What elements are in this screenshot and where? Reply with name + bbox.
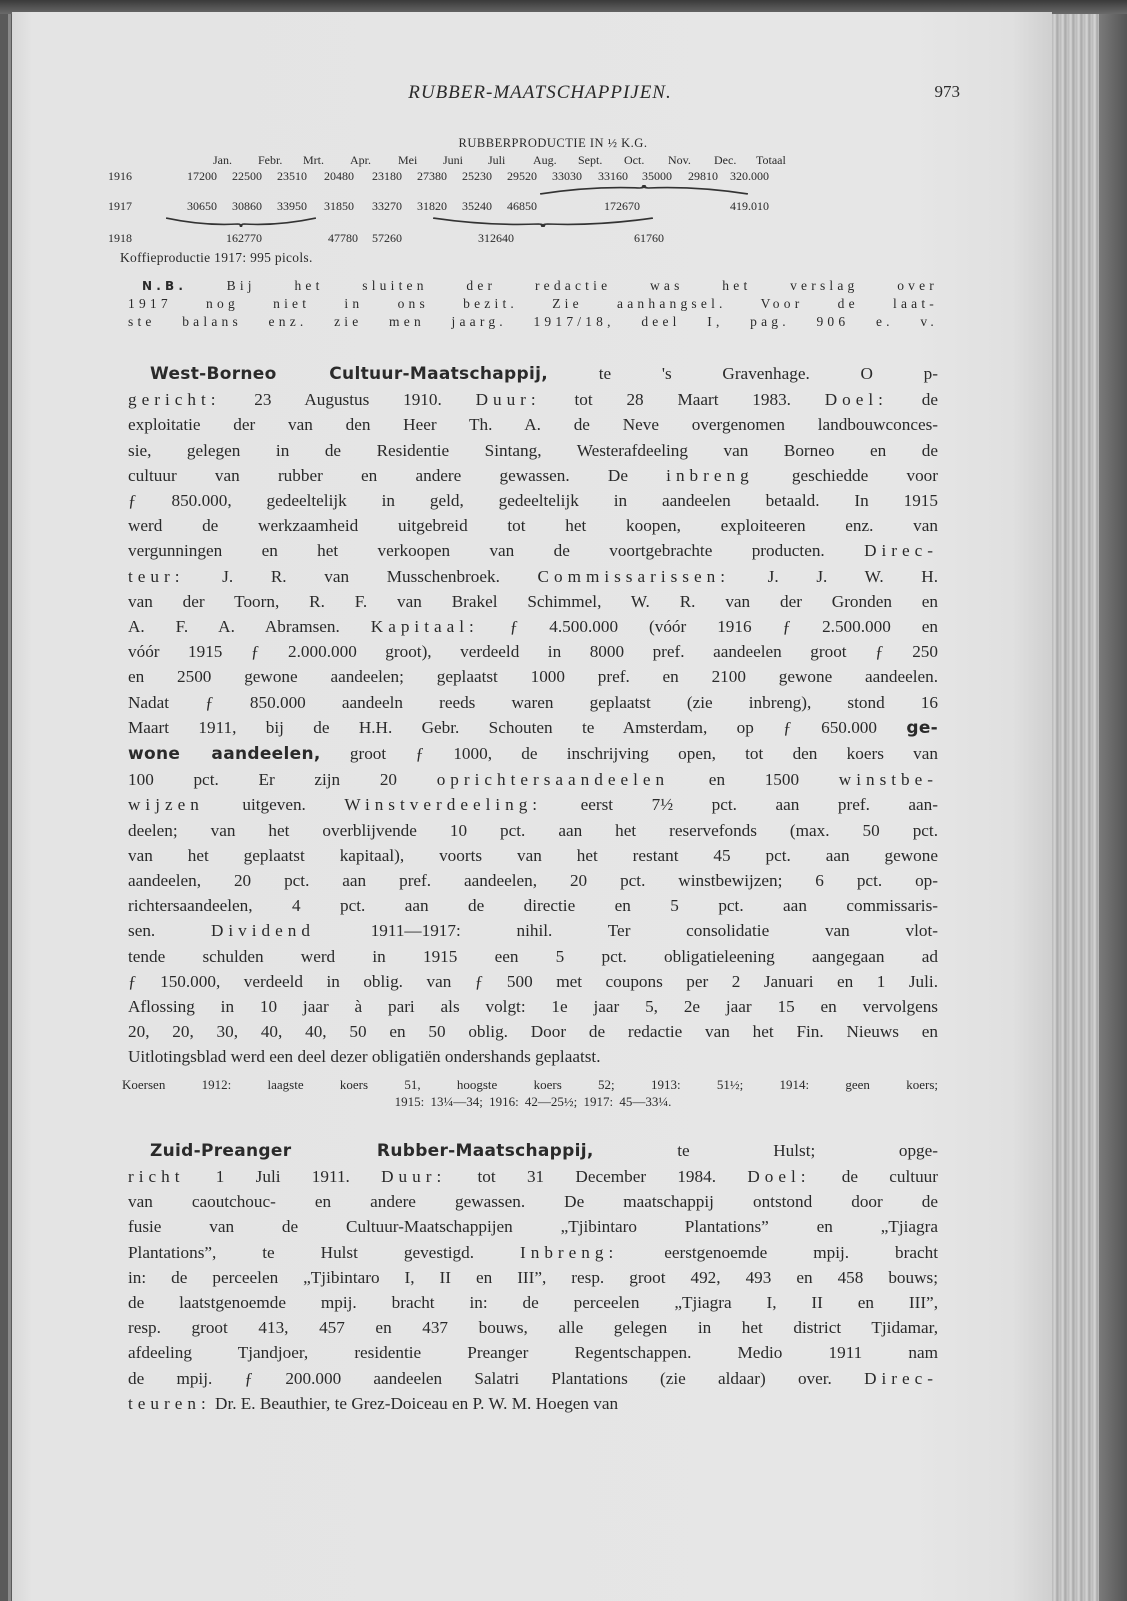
text-line: aandeelen, 20 pct. aan pref. aandeelen, 20 pct. winstbewijzen; 6 pct. op- [128,871,938,891]
cell-value: 35000 [642,169,672,183]
spaced-keyword: gericht: [128,390,221,410]
nb-note-line: N.B. Bij het sluiten der redactie was het verslag over [142,278,939,293]
row-total: 419.010 [730,199,769,213]
cell-value: 320.000 [730,169,769,183]
spaced-keyword: wijzen [128,795,204,815]
text-run: eerst 7½ pct. aan pref. aan- [542,795,938,815]
text-run: Dr. E. Beauthier, te Grez-Doiceau en P. W. M. Hoegen van [210,1393,619,1413]
cell-value: 33160 [598,169,628,183]
text-run: vergunningen en het verkoopen van de voortgebrachte producten. [128,541,865,561]
text-run: ƒ 4.500.000 (vóór 1916 ƒ 2.500.000 en [478,617,939,637]
text-line [128,918,938,943]
nb-label: N.B. [142,279,227,293]
column-header: Dec. [714,153,737,167]
nb-note-line: ste balans enz. zie men jaarg. 1917/18, deel I, pag. 906 e. v. [128,314,938,329]
bracket-total: 172670 [604,199,640,213]
spaced-keyword: Kapitaal: [370,617,479,637]
text-run: uitgeven. [203,795,345,815]
cell-value: 25230 [462,169,492,183]
cell-value: 33950 [277,199,307,213]
column-header: Totaal [756,153,786,167]
spaced-keyword: teuren: [128,1393,211,1413]
company-entry [122,361,939,1110]
company-entry [128,1138,938,1416]
text-run: de cultuur [810,1166,938,1186]
text-line [128,792,938,817]
cell-value: 33270 [372,199,402,213]
text-run: 1 Juli 1911. [184,1166,382,1186]
text-line [128,538,938,563]
text-run: A. F. A. Abramsen. [128,617,371,637]
bold-phrase: ge- [906,717,938,738]
brace-over-icon [540,185,748,195]
column-header: Sept. [578,153,603,167]
text-line: in: de perceelen „Tjibintaro I, II en III”, resp. groot 492, 493 en 458 bouws; [128,1267,938,1287]
spaced-keyword: teur: [128,566,185,586]
text-run: eerstgenoemde mpij. bracht [618,1242,938,1262]
text-run: 1911—1917: nihil. Ter consolidatie van vlot- [314,921,938,941]
running-title: RUBBER-MAATSCHAPPIJEN. [408,82,672,103]
text-line: Nadat ƒ 850.000 aandeeln reeds waren geplaatst (zie inbreng), stond 16 [128,692,938,712]
coffee-production-note: Koffieproductie 1917: 995 picols. [120,250,313,265]
spaced-keyword: inbreng [666,465,754,485]
text-run: tot 28 Maart 1983. [540,390,825,410]
text-line [128,1366,938,1391]
spaced-keyword: Inbreng: [520,1242,619,1262]
text-run: en 1500 [669,770,839,790]
bracket-total: 61760 [634,231,664,245]
text-line [128,715,938,741]
cell-value: 30860 [232,199,262,213]
text-line: 20, 20, 30, 40, 40, 50 en 50 oblig. Door de redactie van het Fin. Nieuws en [128,1022,938,1042]
spaced-keyword: Doel: [824,390,888,410]
price-history-line: Koersen 1912: laagste koers 51, hoogste koers 52; 1913: 51½; 1914: geen koers; [122,1076,938,1092]
cell-value: 57260 [372,231,402,245]
text-run: 100 pct. Er zijn 20 [128,770,437,790]
text-line: deelen; van het overblijvende 10 pct. aan het reservefonds (max. 50 pct. [128,820,938,840]
text-line [128,1138,938,1164]
text-line: vóór 1915 ƒ 2.000.000 groot), verdeeld in 8000 pref. aandeelen groot ƒ 250 [128,642,938,662]
text-line [128,767,938,792]
spaced-keyword: Direc- [864,1368,938,1388]
cell-value: 31820 [417,199,447,213]
column-header: Jan. [213,153,232,167]
text-run: te Hulst; opge- [593,1140,938,1160]
text-line [128,361,938,387]
spaced-keyword: Dividend [210,921,315,941]
column-header: Febr. [258,153,283,167]
text-run: J. R. van Musschenbroek. [184,566,538,586]
text-line: ƒ 850.000, gedeeltelijk in geld, gedeeltelijk in aandeelen betaald. In 1915 [128,491,938,511]
column-header: Oct. [624,153,645,167]
cell-value: 29810 [688,169,718,183]
cell-value: 17200 [187,169,217,183]
text-line: ƒ 150.000, verdeeld in oblig. van ƒ 500 met coupons per 2 Januari en 1 Juli. [128,971,938,991]
text-line: resp. groot 413, 457 en 437 bouws, alle gelegen in het district Tjidamar, [128,1318,938,1338]
page-header [120,82,960,106]
nb-note [128,277,938,331]
text-run: sen. [128,921,211,941]
text-line: fusie van de Cultuur-Maatschappijen „Tjibintaro Plantations” en „Tjiagra [128,1217,938,1237]
cell-value: 23510 [277,169,307,183]
text-run: Plantations”, te Hulst gevestigd. [128,1242,521,1262]
text-line: van der Toorn, R. F. van Brakel Schimmel, W. R. van der Gronden en [128,591,938,611]
company-name: Zuid-Preanger Rubber-Maatschappij, [150,1140,594,1161]
bracket-total: 312640 [478,231,514,245]
text-line: de laatstgenoemde mpij. bracht in: de perceelen „Tjiagra I, II en III”, [128,1292,938,1312]
text-line [128,564,938,589]
text-line: werd de werkzaamheid uitgebreid tot het koopen, exploiteeren enz. van [128,516,938,536]
text-line: van het geplaatst kapitaal), voorts van het restant 45 pct. aan gewone [128,845,938,865]
text-line: exploitatie der van den Heer Th. A. de Neve overgenomen landbouwconces- [128,415,938,435]
text-line [128,1240,938,1265]
text-line: richtersaandeelen, 4 pct. aan de directie en 5 pct. aan commissaris- [128,896,938,916]
column-header: Mrt. [303,153,324,167]
text-run: Maart 1911, bij de H.H. Gebr. Schouten te Amsterdam, op ƒ 650.000 [128,717,907,737]
book-page-edges [1052,14,1127,1601]
column-header: Apr. [350,153,371,167]
column-header: Juni [443,153,464,167]
text-line: sie, gelegen in de Residentie Sintang, Westerafdeeling van Borneo en de [128,440,938,460]
company-entries [122,361,939,1416]
book-left-edge [8,14,11,1601]
cell-value: 33030 [552,169,582,183]
cell-value: 47780 [328,231,358,245]
text-line: tende schulden werd in 1915 een 5 pct. obligatieleening aangegaan ad [128,946,938,966]
cell-value: 35240 [462,199,492,213]
spaced-keyword: Commissarissen: [537,566,730,586]
page-content [108,135,939,1416]
text-run: J. J. W. H. [730,566,938,586]
price-history [122,1076,938,1110]
text-run: groot ƒ 1000, de inschrijving open, tot den koers van [320,744,938,764]
column-header: Juli [488,153,506,167]
spaced-keyword: Duur: [381,1166,447,1186]
spaced-keyword: Duur: [475,390,541,410]
spaced-keyword: Direc- [864,541,938,561]
column-header: Mei [398,153,418,167]
text-line: afdeeling Tjandjoer, residentie Preanger Regentschappen. Medio 1911 nam [128,1343,938,1363]
text-run: 23 Augustus 1910. [220,390,476,410]
brace-under-icon [433,217,653,227]
text-line: Uitlotingsblad werd een deel dezer obligatiën ondershands geplaatst. [128,1047,601,1067]
table-title: RUBBERPRODUCTIE IN ½ K.G. [458,136,648,150]
production-table [108,151,938,277]
text-line [128,741,938,767]
spaced-keyword: Doel: [747,1166,811,1186]
text-line: Aflossing in 10 jaar à pari als volgt: 1e jaar 5, 2e jaar 15 en vervolgens [128,997,938,1017]
bold-phrase: wone aandeelen, [128,744,321,765]
column-header: Aug. [533,153,557,167]
nb-note-line: 1917 nog niet in ons bezit. Zie aanhangsel. Voor de laat- [128,296,938,311]
text-line: van caoutchouc- en andere gewassen. De maatschappij ontstond door de [128,1192,938,1212]
text-run: geschiedde voor [753,465,939,485]
row-year: 1918 [108,231,132,245]
text-line [128,463,938,488]
row-year: 1917 [108,199,132,213]
spaced-keyword: winstbe- [838,770,938,790]
text-line [128,1164,938,1189]
text-line: en 2500 gewone aandeelen; geplaatst 1000 pref. en 2100 gewone aandeelen. [128,667,938,687]
cell-value: 23180 [372,169,402,183]
cell-value: 20480 [324,169,354,183]
text-run: cultuur van rubber en andere gewassen. De [128,465,667,485]
cell-value: 31850 [324,199,354,213]
cell-value: 30650 [187,199,217,213]
page-number: 973 [934,82,960,101]
bracket-total: 162770 [226,231,262,245]
text-line [128,614,938,639]
cell-value: 27380 [417,169,447,183]
company-name: West-Borneo Cultuur-Maatschappij, [150,364,548,384]
column-header: Nov. [668,153,691,167]
text-run: te 's Gravenhage. O p- [547,364,938,383]
text-line [128,387,938,412]
spaced-keyword: oprichtersaandeelen [436,770,670,790]
cell-value: 29520 [507,169,537,183]
cell-value: 22500 [232,169,262,183]
brace-under-icon [166,217,316,227]
text-line [128,1391,938,1416]
text-run: de [887,390,938,410]
cell-value: 46850 [507,199,537,213]
row-year: 1916 [108,169,132,183]
spaced-keyword: Winstverdeeling: [344,795,543,815]
text-run: de mpij. ƒ 200.000 aandeelen Salatri Plantations (zie aldaar) over. [128,1368,865,1388]
spaced-keyword: richt [128,1166,185,1186]
text-run: tot 31 December 1984. [446,1166,748,1186]
price-history-line: 1915: 13¼—34; 1916: 42—25½; 1917: 45—33¼. [394,1093,672,1109]
